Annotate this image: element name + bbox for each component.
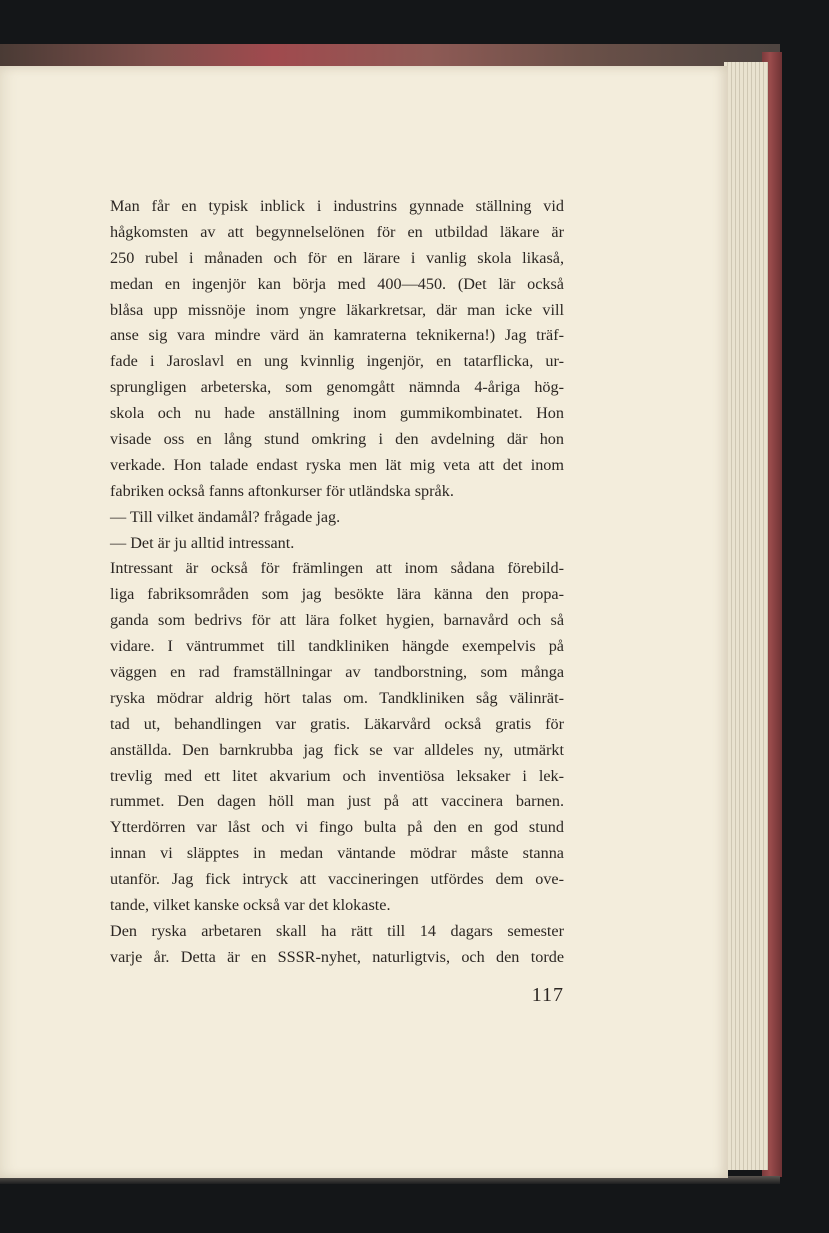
text-line: trevlig med ett litet akvarium och inventiösa leksaker i lek- [110, 766, 564, 785]
text-line: ryska mödrar aldrig hört talas om. Tandkliniken såg välinrät- [110, 688, 564, 707]
text-line: ganda som bedrivs för att lära folket hygien, barnavård och så [110, 611, 564, 630]
text-line: liga fabriksområden som jag besökte lära känna den propa- [110, 585, 564, 604]
text-line: hågkomsten av att begynnelselönen för en utbildad läkare är [110, 222, 564, 241]
text-line: Intressant är också för främlingen att inom sådana förebild- [110, 559, 564, 578]
text-line: anse sig vara mindre värd än kamraterna teknikerna!) Jag träf- [110, 326, 564, 345]
text-line: sprungligen arbeterska, som genomgått nämnda 4-åriga hög- [110, 378, 564, 397]
text-line: innan vi släpptes in medan väntande mödrar måste stanna [110, 844, 564, 863]
text-line: väggen en rad framställningar av tandborstning, som många [110, 663, 564, 682]
text-line: utanför. Jag fick intryck att vaccineringen utfördes dem ove- [110, 870, 564, 889]
text-line: Man får en typisk inblick i industrins gynnade ställning vid [110, 197, 564, 215]
text-line: medan en ingenjör kan börja med 400—450. (Det lär också [110, 274, 564, 293]
text-line: fabriken också fanns aftonkurser för utländska språk. [110, 481, 454, 500]
text-line: — Det är ju alltid intressant. [110, 533, 295, 552]
text-line: Ytterdörren var låst och vi fingo bulta på den en god stund [110, 818, 564, 837]
text-line: rummet. Den dagen höll man just på att vaccinera barnen. [110, 792, 564, 811]
body-text [110, 194, 564, 971]
text-line: verkade. Hon talade endast ryska men lät mig veta att det inom [110, 455, 564, 474]
page-number: 117 [531, 984, 564, 1006]
book-page [0, 66, 728, 1178]
text-line: visade oss en lång stund omkring i den avdelning där hon [110, 430, 564, 449]
text-line: skola och nu hade anställning inom gummikombinatet. Hon [110, 404, 564, 423]
text-line: tande, vilket kanske också var det klokaste. [110, 896, 391, 915]
text-line: 250 rubel i månaden och för en lärare i vanlig skola likaså, [110, 248, 564, 267]
text-line: Den ryska arbetaren skall ha rätt till 14 dagars semester [110, 921, 564, 940]
text-line: anställda. Den barnkrubba jag fick se var alldeles ny, utmärkt [110, 740, 564, 759]
text-line: fade i Jaroslavl en ung kvinnlig ingenjör, en tatarflicka, ur- [110, 352, 564, 371]
text-line: varje år. Detta är en SSSR-nyhet, naturligtvis, och den torde [110, 947, 564, 966]
text-line: blåsa upp missnöje inom yngre läkarkretsar, där man icke vill [110, 300, 564, 319]
text-line: vidare. I väntrummet till tandkliniken hängde exempelvis på [110, 637, 564, 656]
text-line: tad ut, behandlingen var gratis. Läkarvård också gratis för [110, 714, 564, 733]
page-stack-edges [724, 62, 768, 1170]
text-line: — Till vilket ändamål? frågade jag. [110, 507, 341, 526]
